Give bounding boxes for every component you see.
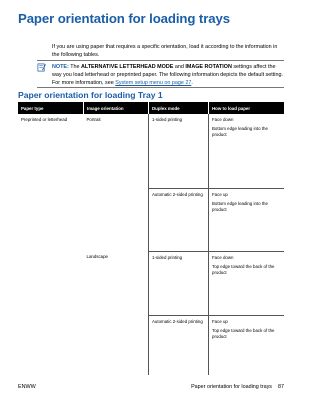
header-duplex-mode: Duplex mode xyxy=(149,102,209,114)
note-label: NOTE: xyxy=(52,64,69,70)
footer-right xyxy=(185,384,284,390)
table-row xyxy=(18,315,284,375)
footer-section-title: Paper orientation for loading trays xyxy=(191,384,272,390)
note-text-pre: The xyxy=(70,64,80,70)
intro-paragraph: If you are using paper that requires a specific orientation, load it according to the information in the following tables. xyxy=(52,44,278,58)
footer-left-label: ENWW xyxy=(18,384,36,390)
section-title: Paper orientation for loading Tray 1 xyxy=(18,90,163,100)
page-number: 87 xyxy=(278,384,284,390)
note-paragraph xyxy=(52,63,284,87)
cell-orientation: Landscape xyxy=(86,254,108,259)
cell-duplex: Automatic 2-sided printing xyxy=(149,188,209,251)
table-header-row xyxy=(18,102,284,114)
tray1-orientation-table xyxy=(18,102,284,375)
table-row xyxy=(18,114,284,188)
load-instruction-face: Face up xyxy=(212,318,228,324)
load-instruction-edge: Top edge toward the back of the product xyxy=(212,263,275,275)
note-term-image-rotation: IMAGE ROTATION xyxy=(185,64,232,70)
load-instruction-edge: Bottom edge leading into the product xyxy=(212,200,268,212)
header-image-orientation: Image orientation xyxy=(84,102,149,114)
cell-orientation: Portrait xyxy=(86,117,101,122)
table-row xyxy=(18,251,284,315)
cell-paper-type xyxy=(18,188,84,251)
header-how-to-load: How to load paper xyxy=(209,102,285,114)
cell-paper-type xyxy=(18,315,84,375)
cell-how-to-load xyxy=(209,251,285,315)
note-icon xyxy=(37,63,46,72)
page-title: Paper orientation for loading trays xyxy=(18,11,230,26)
load-instruction-edge: Top edge toward the back of the product xyxy=(212,327,275,339)
load-instruction-face: Face down xyxy=(212,254,234,260)
load-instruction-face: Face up xyxy=(212,191,228,197)
note-top-rule xyxy=(37,60,284,61)
cell-how-to-load xyxy=(209,315,285,375)
cell-orientation xyxy=(84,315,149,375)
cell-duplex: 1-sided printing xyxy=(149,114,209,188)
cell-paper-type: Preprinted or letterhead xyxy=(21,117,68,122)
note-text-post: settings affect the way you load letterhead or preprinted paper. The following information depicts the default setting. For more information, see xyxy=(52,64,283,86)
cell-duplex: Automatic 2-sided printing xyxy=(149,315,209,375)
load-instruction-face: Face down xyxy=(212,117,234,122)
cell-orientation xyxy=(84,188,149,251)
note-term-letterhead-mode: ALTERNATIVE LETTERHEAD MODE xyxy=(80,64,174,70)
cell-how-to-load xyxy=(209,188,285,251)
cell-paper-type xyxy=(18,251,84,315)
note-text-end: . xyxy=(191,80,193,86)
note-text-mid: and xyxy=(174,64,184,70)
load-instruction-edge: Bottom edge leading into the product xyxy=(212,126,268,137)
table-row xyxy=(18,188,284,251)
cell-how-to-load xyxy=(209,114,285,188)
system-setup-menu-link[interactable]: System setup menu on page 27 xyxy=(115,80,192,86)
cell-duplex: 1-sided printing xyxy=(149,251,209,315)
note-bottom-rule xyxy=(37,87,284,88)
header-paper-type: Paper type xyxy=(18,102,84,114)
